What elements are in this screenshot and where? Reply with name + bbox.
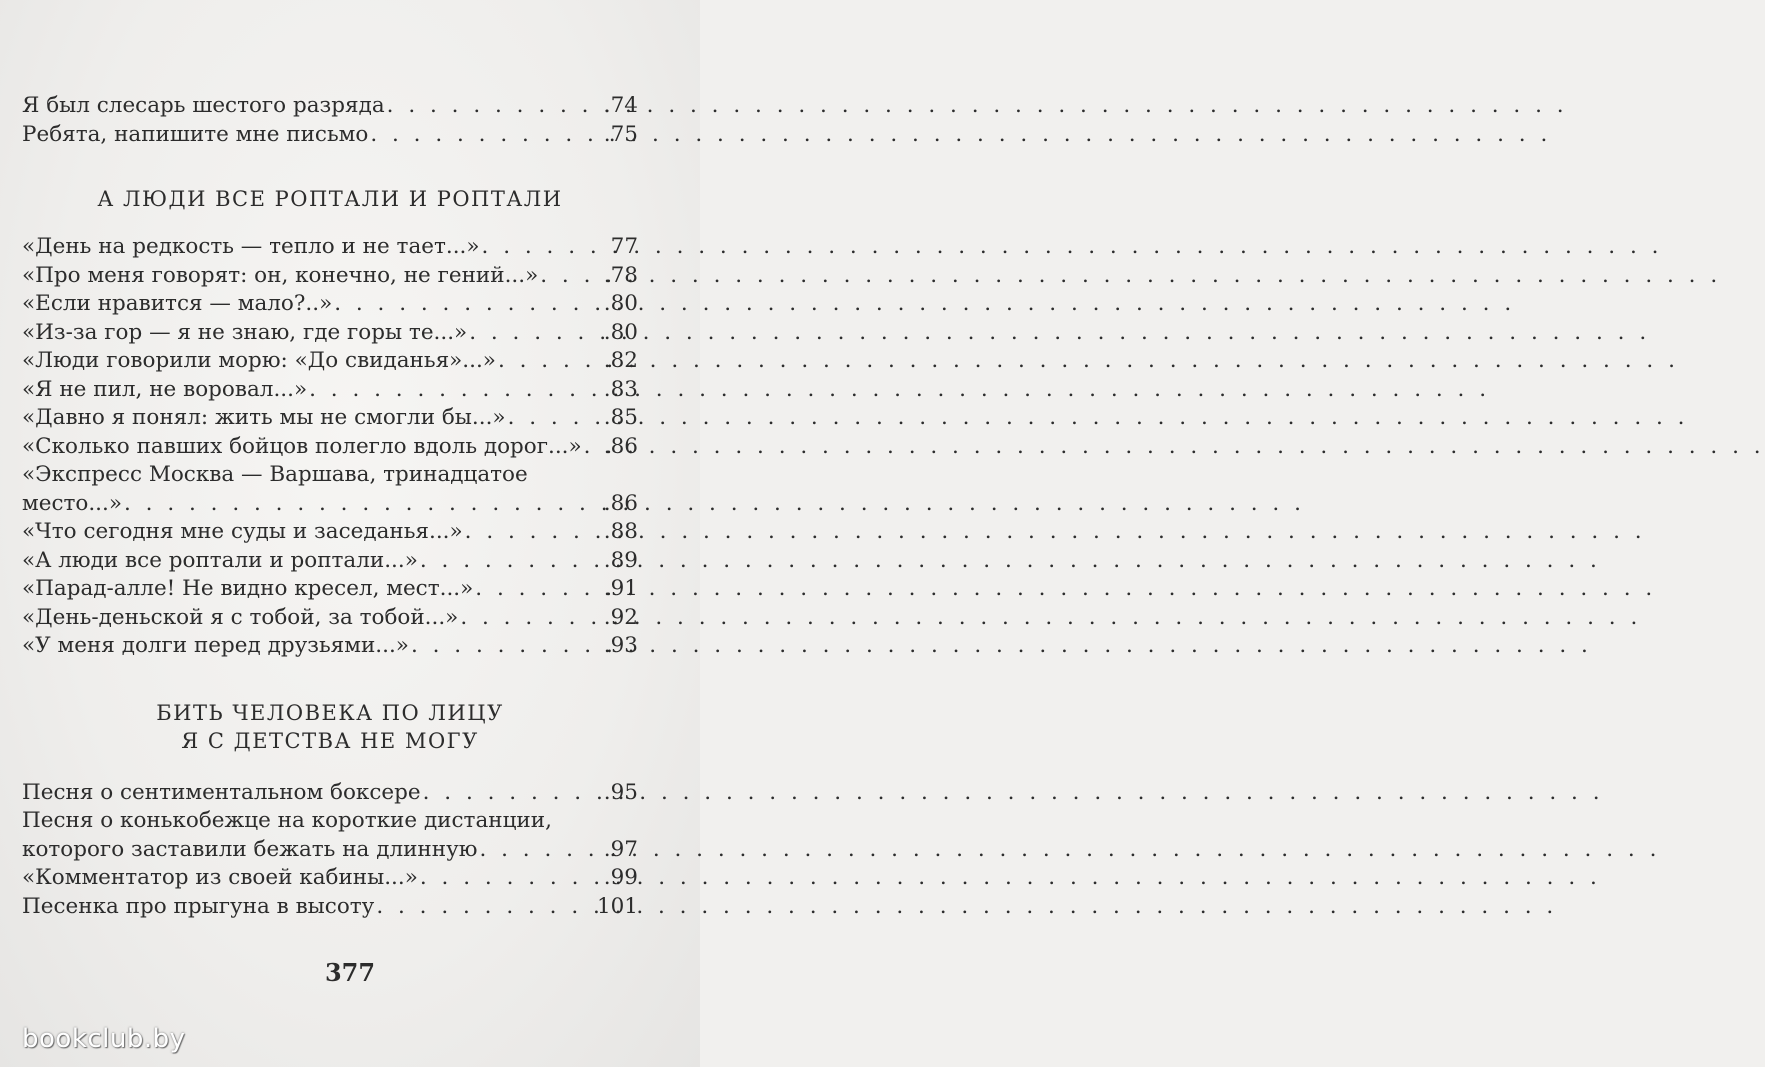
toc-entry-title: «Комментатор из своей кабины...»: [22, 865, 418, 890]
toc-entry-title: «Я не пил, не воровал...»: [22, 376, 308, 402]
toc-entry-page: .91: [603, 576, 638, 601]
toc-entry: [22, 121, 638, 150]
toc-entry-title: «А люди все роптали и роптали...»: [22, 547, 418, 573]
toc-entry-title: «Парад-алле! Не видно кресел, мест...»: [22, 576, 474, 601]
toc-entry-title: «Про меня говорят: он, конечно, не гений...»: [22, 262, 539, 288]
toc-entry-page: .86: [603, 490, 638, 516]
toc-entry-page: .80: [603, 319, 638, 345]
dot-leader: [473, 575, 602, 604]
dot-leader: [307, 376, 602, 405]
dot-leader: [480, 233, 609, 262]
toc-entry-page: .89: [603, 547, 638, 573]
dot-leader: [385, 92, 602, 121]
toc-entry: [22, 632, 638, 661]
toc-entry: [22, 518, 638, 547]
toc-entry: [22, 319, 638, 348]
toc-entry-page: .95: [603, 779, 638, 805]
toc-entry-title: «Сколько павших бойцов полегло вдоль дорог...»: [22, 433, 582, 459]
toc-entry-title: «Что сегодня мне суды и заседанья...»: [22, 519, 463, 544]
dot-leader: [496, 347, 602, 376]
toc-entry-page: 101: [596, 893, 638, 919]
toc-entry: [22, 604, 638, 633]
toc-entry-title-line2: которого заставили бежать на длинную: [22, 836, 478, 862]
toc-entry: [22, 347, 638, 376]
toc-entry-title: «Люди говорили морю: «До свиданья»...»: [22, 348, 496, 373]
dot-leader: [421, 779, 602, 808]
toc-entry: [22, 262, 638, 291]
watermark-logo: bookclub.by: [22, 1024, 186, 1054]
toc-entry-page: .99: [603, 865, 638, 890]
toc-entry-page: 77: [610, 234, 638, 259]
toc-entry: [22, 290, 638, 319]
toc-entry-title: «День-деньской я с тобой, за тобой...»: [22, 604, 459, 630]
book-page: [0, 0, 700, 1067]
toc-entry-page: .88: [603, 519, 638, 544]
toc-entry-page: .93: [603, 633, 638, 658]
toc-entry-last-line: [22, 490, 638, 519]
dot-leader: [506, 404, 602, 433]
page-number: 377: [324, 958, 376, 987]
toc-entry-title: Я был слесарь шестого разряда: [22, 93, 385, 118]
toc-entry-title-line1: «Экспресс Москва — Варшава, тринадцатое: [22, 462, 528, 487]
toc-entry-title: Песенка про прыгуна в высоту: [22, 893, 375, 919]
section-title-line1: БИТЬ ЧЕЛОВЕКА ПО ЛИЦУ: [156, 700, 504, 725]
toc-entry-title: «У меня долги перед друзьями...»: [22, 633, 409, 658]
toc-entry-title: «Из-за гор — я не знаю, где горы те...»: [22, 319, 468, 345]
toc-entry-page: .86: [603, 433, 638, 459]
toc-entry-page: .83: [603, 376, 638, 402]
toc-entry-page: .80: [603, 291, 638, 316]
dot-leader: [463, 518, 602, 547]
toc-entry: [22, 547, 638, 576]
toc-entry-multiline: [22, 807, 638, 864]
dot-leader: [374, 893, 595, 922]
toc-entry-title: «День на редкость — тепло и не тает...»: [22, 234, 480, 259]
dot-leader: [538, 262, 602, 291]
toc-entry: [22, 233, 638, 262]
toc-entry: [22, 893, 638, 922]
toc-entry: [22, 779, 638, 808]
toc-entry: [22, 404, 638, 433]
toc-entry-page: .92: [603, 604, 638, 630]
dot-leader: [418, 547, 602, 576]
toc-entry-page: .97: [603, 836, 638, 862]
toc-entry-title: «Давно я понял: жить мы не смогли бы...»: [22, 405, 506, 430]
dot-leader: [458, 604, 601, 633]
toc-entry-page: .85: [603, 405, 638, 430]
section-title-line2: Я С ДЕТСТВА НЕ МОГУ: [181, 728, 479, 753]
toc-entry: [22, 92, 638, 121]
dot-leader: [467, 319, 602, 348]
dot-leader: [409, 632, 602, 661]
toc-entry-multiline: [22, 461, 638, 518]
toc-entry-title: Ребята, напишите мне письмо: [22, 121, 369, 147]
toc-entry-title: Песня о сентиментальном боксере: [22, 779, 421, 805]
toc-entry-page: .74: [603, 93, 638, 118]
section-title: А ЛЮДИ ВСЕ РОПТАЛИ И РОПТАЛИ: [97, 187, 563, 211]
toc-entry-title-line2: место...»: [22, 490, 122, 516]
table-of-contents: [22, 92, 638, 921]
toc-entry-page: .78: [603, 262, 638, 288]
toc-entry: [22, 575, 638, 604]
dot-leader: [582, 433, 602, 462]
dot-leader: [332, 290, 602, 319]
toc-entry: [22, 864, 638, 893]
dot-leader: [122, 490, 602, 519]
dot-leader: [477, 836, 601, 865]
toc-entry-title-line1: Песня о конькобежце на короткие дистанции,: [22, 808, 552, 833]
dot-leader: [368, 121, 601, 150]
toc-entry: [22, 376, 638, 405]
toc-entry-page: .75: [603, 121, 638, 147]
toc-entry-last-line: [22, 836, 638, 865]
toc-entry-title: «Если нравится — мало?..»: [22, 291, 333, 316]
toc-entry-page: .82: [603, 348, 638, 373]
toc-entry: [22, 433, 638, 462]
dot-leader: [418, 864, 602, 893]
